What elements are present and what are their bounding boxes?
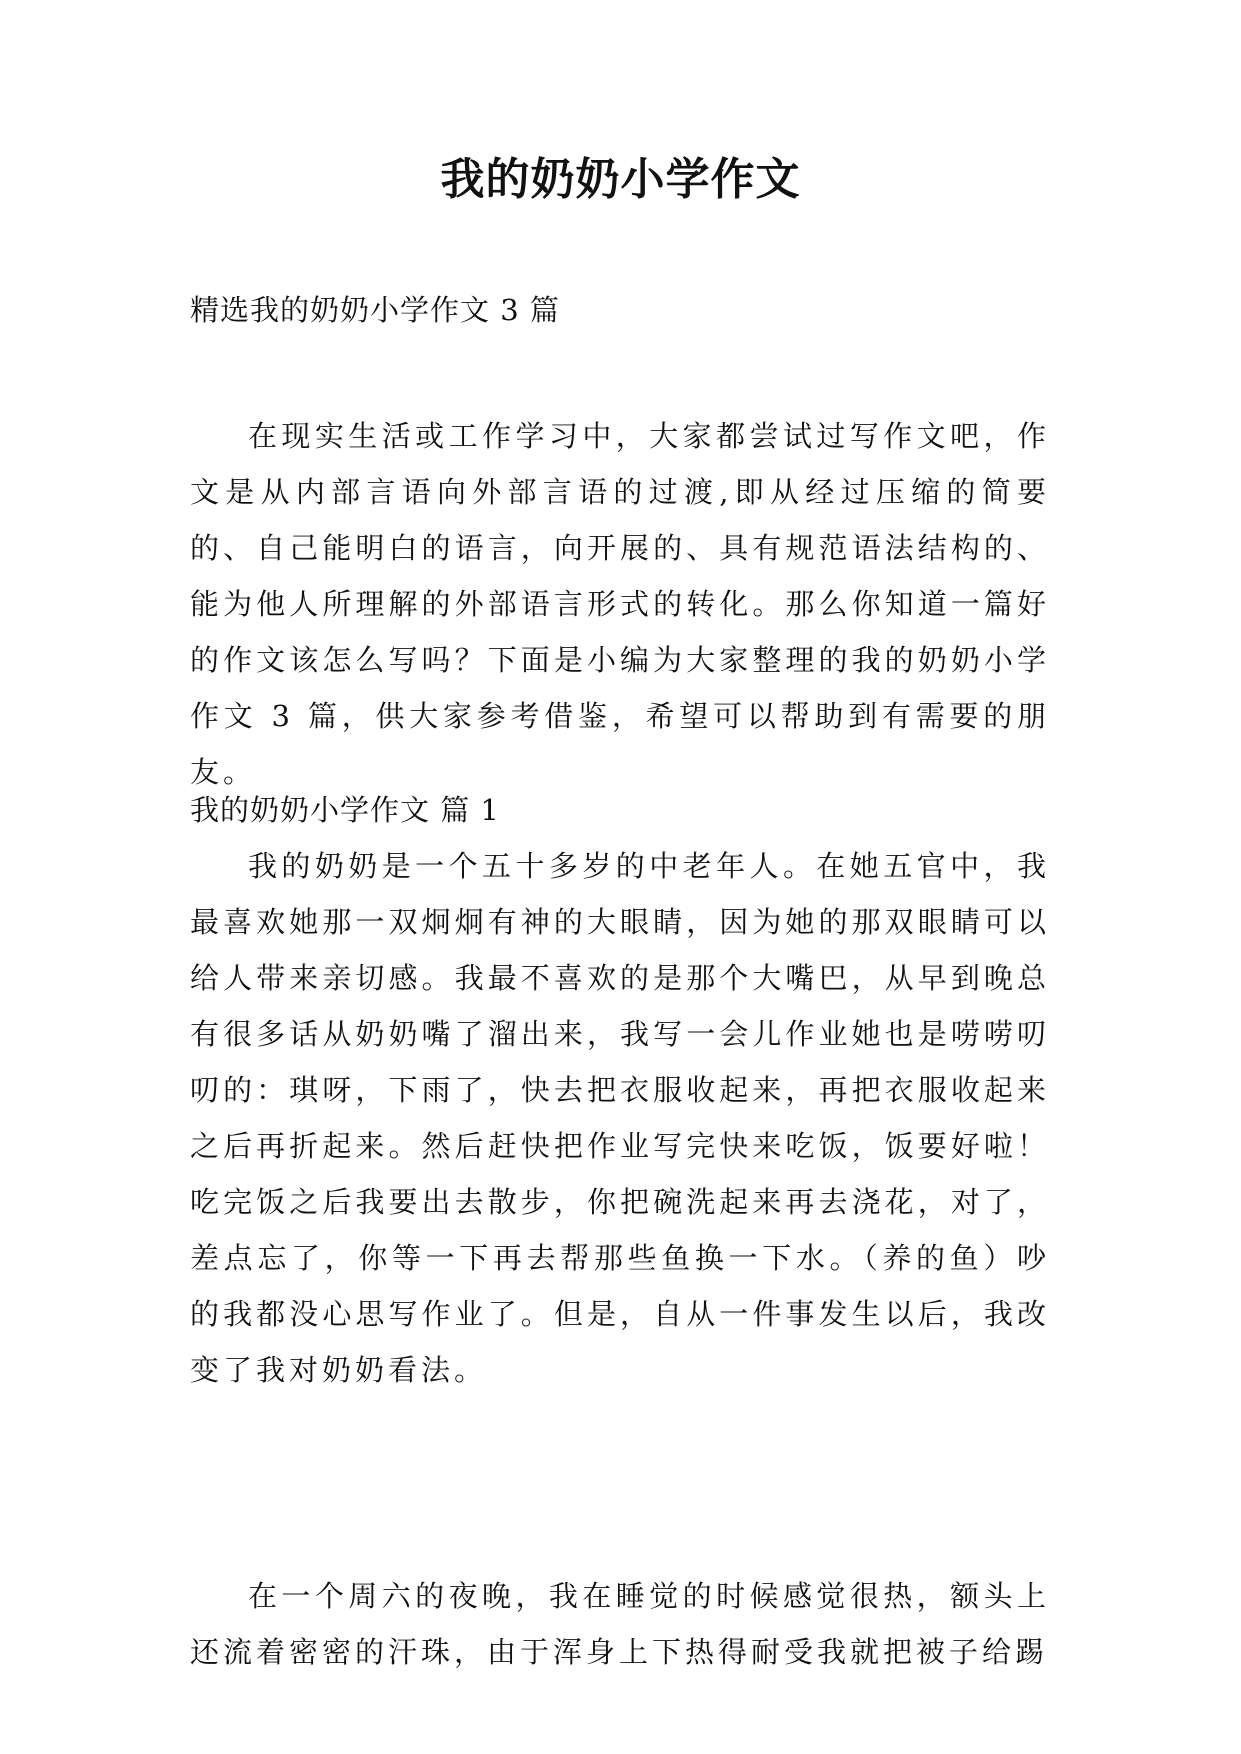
essay-paragraph-2: 在一个周六的夜晚，我在睡觉的时候感觉很热，额头上还流着密密的汗珠，由于浑身上下热得耐受我就把被子给踢	[190, 1579, 1050, 1669]
document-subtitle: 精选我的奶奶小学作文 3 篇	[190, 293, 560, 327]
section-heading: 我的奶奶小学作文 篇 1	[190, 793, 500, 827]
intro-paragraph: 在现实生活或工作学习中，大家都尝试过写作文吧，作文是从内部言语向外部言语的过渡,即从经过压缩的简要的、自己能明白的语言，向开展的、具有规范语法结构的、能为他人所理解的外部语言形式的转化。那么你知道一篇好的作文该怎么写吗？下面是小编为大家整理的我的奶奶小学作文 3 篇，供大家参考借鉴，希望可以帮助到有需要的朋友。	[190, 419, 1050, 789]
page-title: 我的奶奶小学作文	[440, 154, 801, 205]
essay-paragraph-1: 我的奶奶是一个五十多岁的中老年人。在她五官中，我最喜欢她那一双炯炯有神的大眼睛，因为她的那双眼睛可以给人带来亲切感。我最不喜欢的是那个大嘴巴，从早到晚总有很多话从奶奶嘴了溜出来，我写一会儿作业她也是唠唠叨叨的：琪呀，下雨了，快去把衣服收起来，再把衣服收起来之后再折起来。然后赶快把作业写完快来吃饭，饭要好啦！吃完饭之后我要出去散步，你把碗洗起来再去浇花，对了，差点忘了，你等一下再去帮那些鱼换一下水。（养的鱼）吵的我都没心思写作业了。但是，自从一件事发生以后，我改变了我对奶奶看法。	[190, 849, 1050, 1387]
